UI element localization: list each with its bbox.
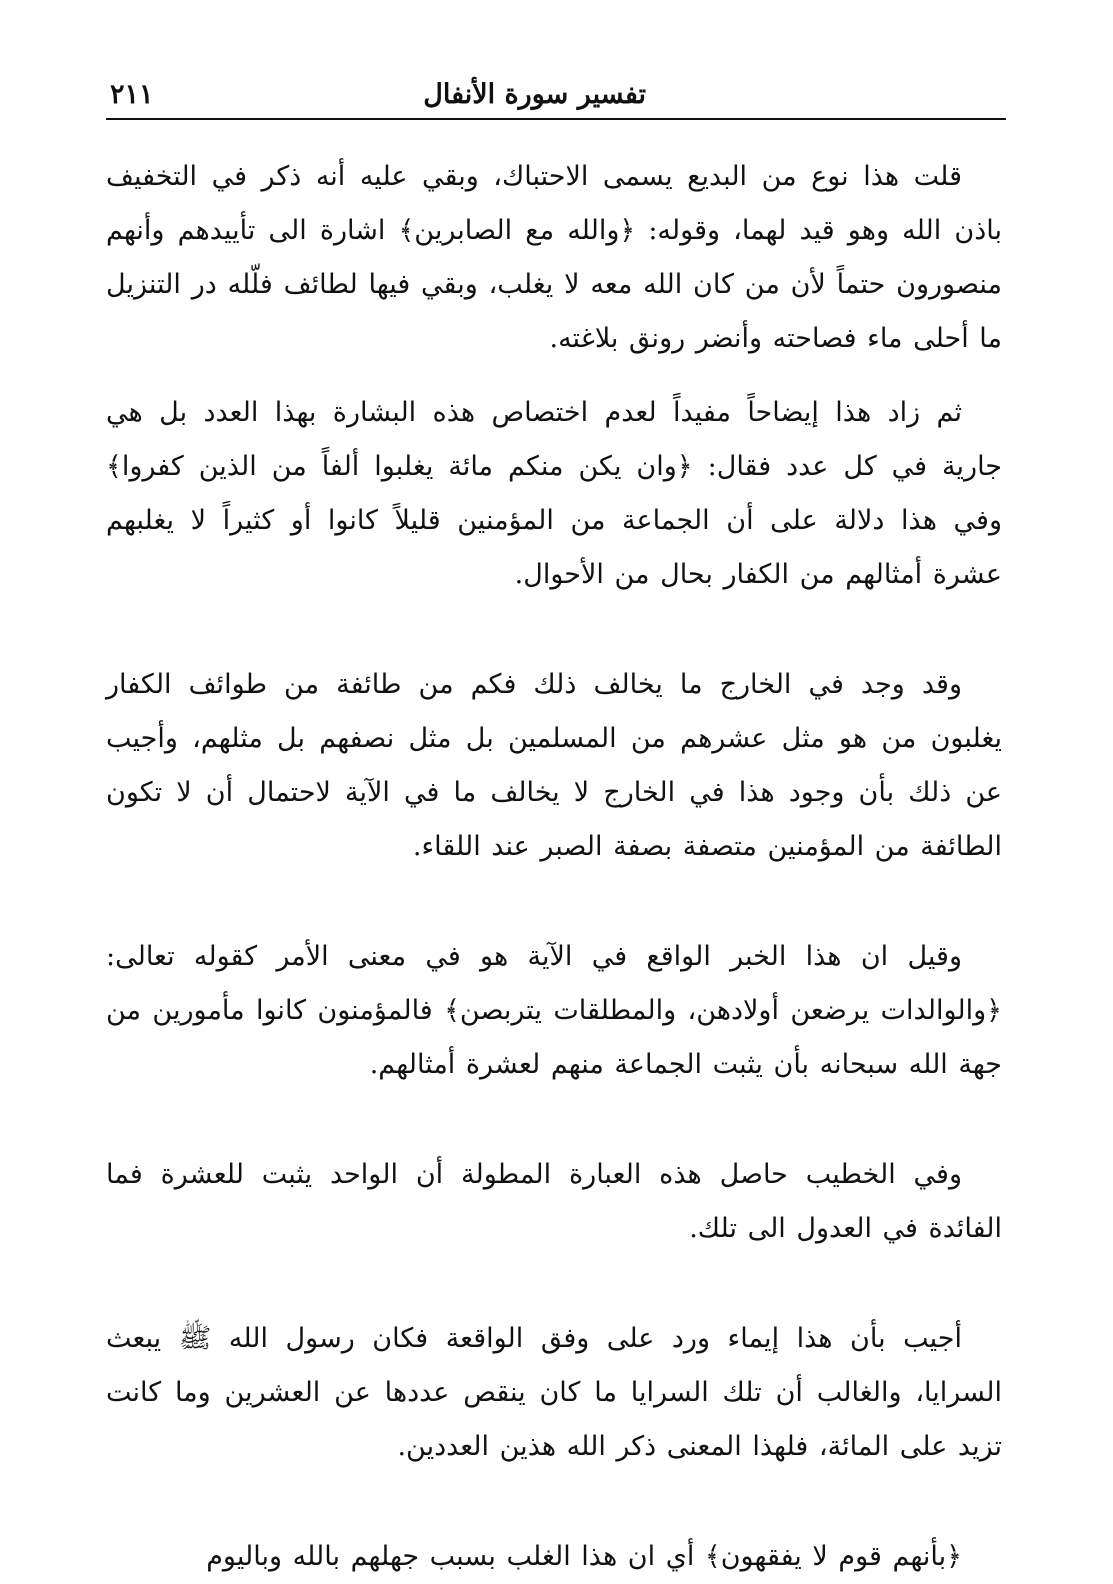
paragraph-2: ثم زاد هذا إيضاحاً مفيداً لعدم اختصاص هذه البشارة بهذا العدد بل هي جارية في كل عدد فقال: ﴿وان يكن منكم مائة يغلبوا ألفاً من الذين كفروا﴾ وفي هذا دلالة على أن الجماعة من المؤمنين قليلاً كانوا أو كثيراً لا يغلبهم عشرة أمثالهم من الكفار بحال من الأحوال. xyxy=(106,397,1002,590)
paragraph-3: وقد وجد في الخارج ما يخالف ذلك فكم من طائفة من طوائف الكفار يغلبون من هو مثل عشرهم من المسلمين بل مثل نصفهم بل مثلهم، وأجيب عن ذلك بأن وجود هذا في الخارج لا يخالف ما في الآية لاحتمال أن لا تكون الطائفة من المؤمنين متصفة بصفة الصبر عند اللقاء. xyxy=(106,669,1002,862)
paragraph-1: قلت هذا نوع من البديع يسمى الاحتباك، وبقي عليه أنه ذكر في التخفيف باذن الله وهو قيد لهما، وقوله: ﴿والله مع الصابرين﴾ اشارة الى تأييدهم وأنهم منصورون حتماً لأن من كان الله معه لا يغلب، وبقي فيها لطائف فلّله در التنزيل ما أحلى ماء فصاحته وأنضر رونق بلاغته. xyxy=(106,161,1002,354)
page-header xyxy=(106,78,1006,120)
page-body xyxy=(106,150,1002,1584)
paragraph-4: وقيل ان هذا الخبر الواقع في الآية هو في معنى الأمر كقوله تعالى: ﴿والوالدات يرضعن أولادهن، والمطلقات يتربصن﴾ فالمؤمنون كانوا مأمورين من جهة الله سبحانه بأن يثبت الجماعة منهم لعشرة أمثالهم. xyxy=(106,941,1002,1080)
running-title: تفسير سورة الأنفال xyxy=(423,79,646,110)
paragraph-7: ﴿بأنهم قوم لا يفقهون﴾ أي ان هذا الغلب بسبب جهلهم بالله وباليوم xyxy=(206,1541,962,1572)
page-number: ٢١١ xyxy=(110,79,154,110)
paragraph-5: وفي الخطيب حاصل هذه العبارة المطولة أن الواحد يثبت للعشرة فما الفائدة في العدول الى تلك. xyxy=(106,1159,1002,1244)
paragraph-6: أجيب بأن هذا إيماء ورد على وفق الواقعة فكان رسول الله ﷺ يبعث السرايا، والغالب أن تلك السرايا ما كان ينقص عددها عن العشرين وما كانت تزيد على المائة، فلهذا المعنى ذكر الله هذين العددين. xyxy=(106,1323,1002,1462)
